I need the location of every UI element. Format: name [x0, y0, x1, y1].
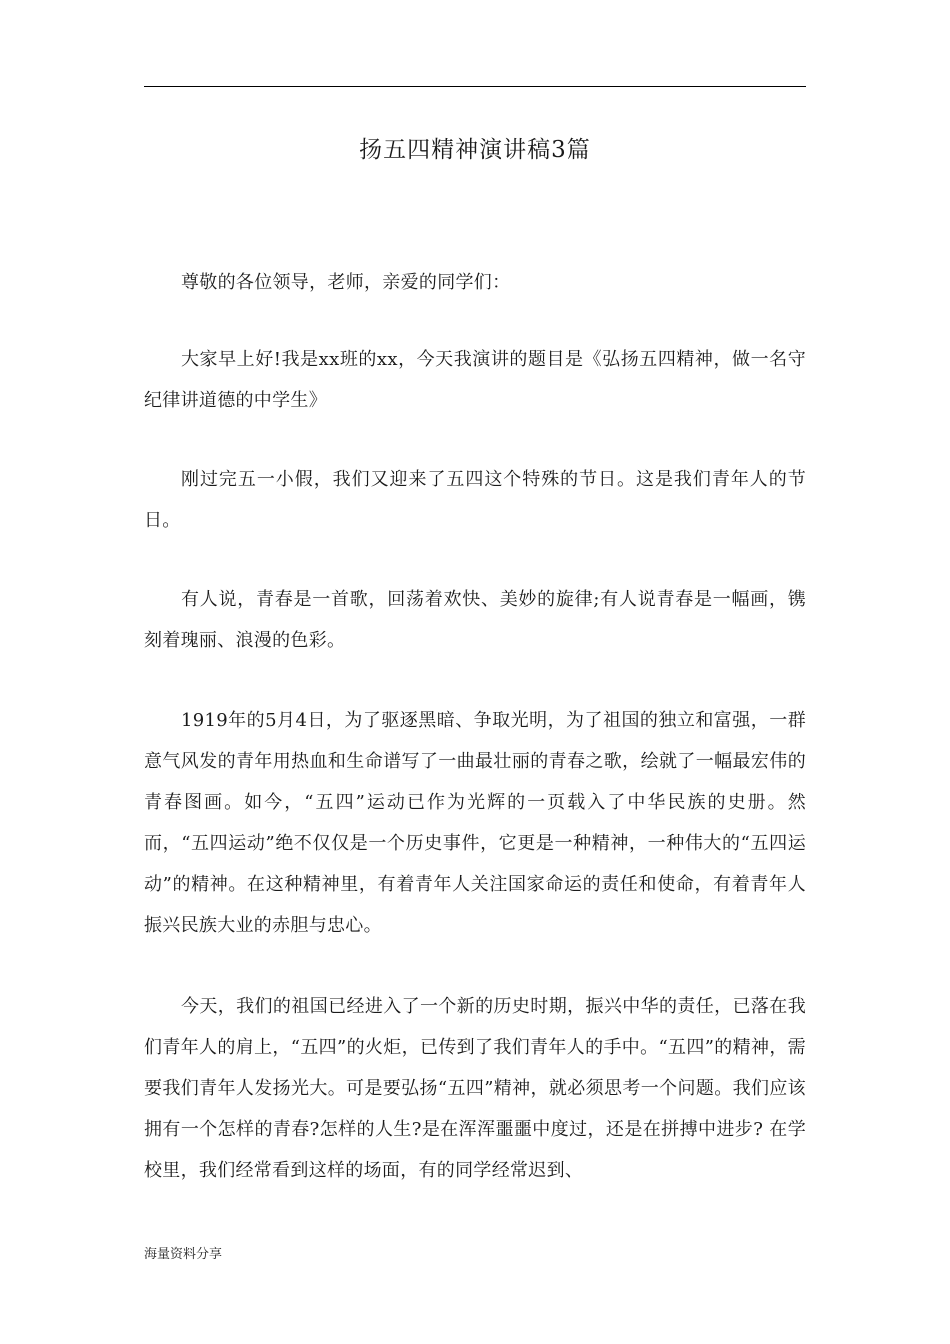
greeting-paragraph: 大家早上好!我是xx班的xx，今天我演讲的题目是《弘扬五四精神，做一名守纪律讲道德的中学生》 [144, 349, 806, 411]
holiday-paragraph: 刚过完五一小假，我们又迎来了五四这个特殊的节日。这是我们青年人的节日。 [144, 469, 806, 531]
salutation-paragraph: 尊敬的各位领导，老师，亲爱的同学们： [181, 272, 511, 293]
header-rule [144, 86, 806, 87]
youth-paragraph: 有人说，青春是一首歌，回荡着欢快、美妙的旋律;有人说青春是一幅画，镌刻着瑰丽、浪漫的色彩。 [144, 589, 806, 651]
today-paragraph: 今天，我们的祖国已经进入了一个新的历史时期，振兴中华的责任，已落在我们青年人的肩上，“五四”的火炬，已传到了我们青年人的手中。“五四”的精神，需要我们青年人发扬光大。可是要弘扬“五四”精神，就必须思考一个问题。我们应该拥有一个怎样的青春?怎样的人生?是在浑浑噩噩中度过，还是在拼搏中进步? 在学校里，我们经常看到这样的场面，有的同学经常迟到、 [144, 996, 806, 1181]
history-paragraph: 1919年的5月4日，为了驱逐黑暗、争取光明，为了祖国的独立和富强，一群意气风发的青年用热血和生命谱写了一曲最壮丽的青春之歌，绘就了一幅最宏伟的青春图画。如今，“五四”运动已作为光辉的一页载入了中华民族的史册。然而，“五四运动”绝不仅仅是一个历史事件，它更是一种精神，一种伟大的“五四运动”的精神。在这种精神里，有着青年人关注国家命运的责任和使命，有着青年人振兴民族大业的赤胆与忠心。 [144, 710, 806, 936]
document-title: 扬五四精神演讲稿3篇 [359, 137, 591, 163]
page-footer: 海量资料分享 [144, 1247, 223, 1262]
